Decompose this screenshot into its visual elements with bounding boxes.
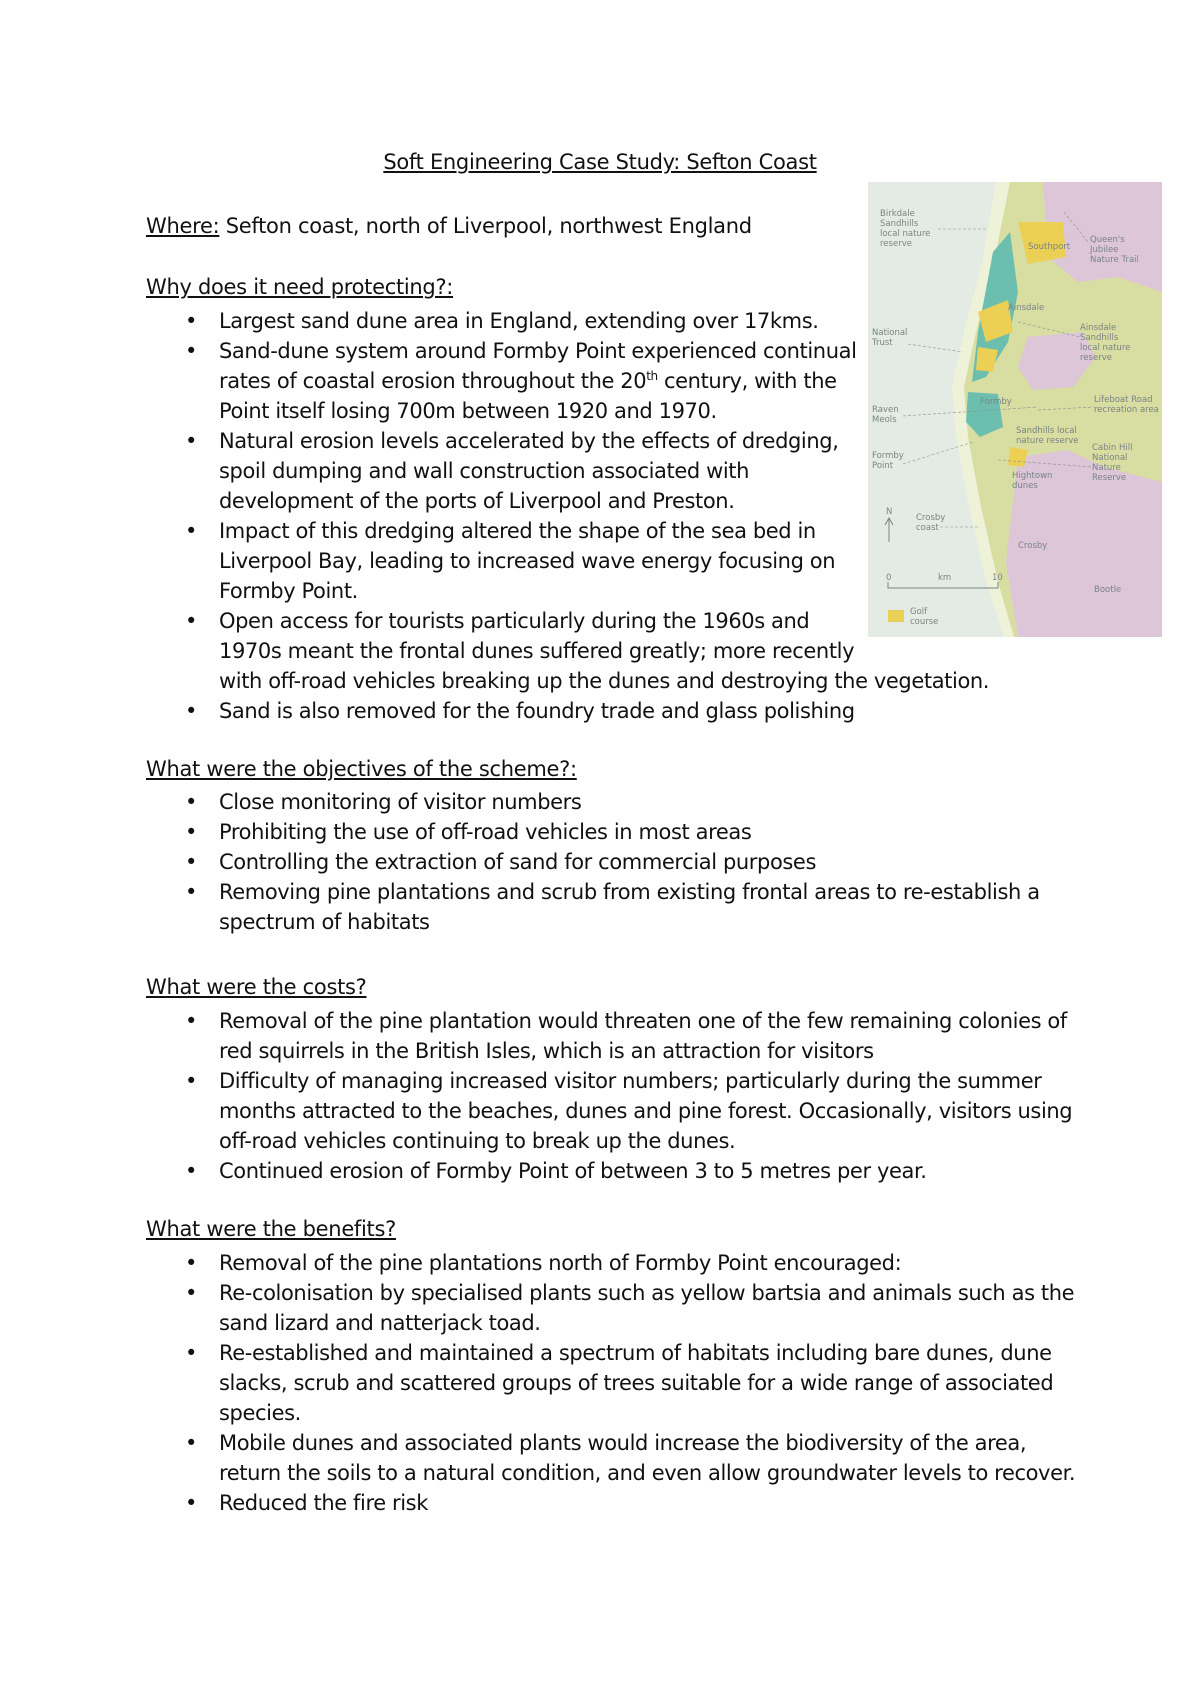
map-label-ainsdale-sandhills: Ainsdale Sandhills local nature reserve xyxy=(1080,323,1131,363)
list-item: • Open access for tourists particularly during the 1960s and 1970s meant the frontal dunes suffered greatly; more recently with off-road vehicles breaking up the dunes and destroying the vegetation. xyxy=(0,606,989,696)
where-label: Where: xyxy=(146,214,220,238)
map-legend-label: Golf course xyxy=(910,607,939,627)
map-label-ainsdale: Ainsdale xyxy=(1008,303,1045,313)
map-label-crosby: Crosby xyxy=(1018,541,1048,551)
objectives-list xyxy=(0,787,1040,937)
bullet-icon: • xyxy=(185,880,197,904)
list-item: • Reduced the fire risk xyxy=(0,1488,1075,1518)
map-label-cabin-hill: Cabin Hill National Nature Reserve xyxy=(1092,443,1133,483)
list-item: • Sand-dune system around Formby Point experienced continual rates of coastal erosion throughout the 20th century, with the Point itself losing 700m between 1920 and 1970. xyxy=(0,336,989,426)
map-label-formby-point: Formby Point xyxy=(872,451,904,471)
protecting-list xyxy=(0,306,989,726)
list-item: • Natural erosion levels accelerated by the effects of dredging, spoil dumping and wall construction associated with development of the ports of Liverpool and Preston. xyxy=(0,426,989,516)
bullet-icon: • xyxy=(185,1069,197,1093)
map-label-national-trust: National Trust xyxy=(872,328,908,348)
bullet-icon: • xyxy=(185,1251,197,1275)
section-heading-objectives: What were the objectives of the scheme?: xyxy=(146,757,577,781)
bullet-icon: • xyxy=(185,309,197,333)
list-item: • Removal of the pine plantations north of Formby Point encouraged: xyxy=(0,1248,1075,1278)
map-label-queens: Queen's Jubilee Nature Trail xyxy=(1090,235,1139,265)
sefton-coast-map xyxy=(868,182,1162,637)
list-item: • Re-colonisation by specialised plants such as yellow bartsia and animals such as the sand lizard and natterjack toad. xyxy=(0,1278,1075,1338)
bullet-icon: • xyxy=(185,699,197,723)
list-item: • Difficulty of managing increased visitor numbers; particularly during the summer months attracted to the beaches, dunes and pine forest. Occasionally, visitors using off-road vehicles continuing to break up the dunes. xyxy=(0,1066,1072,1156)
bullet-icon: • xyxy=(185,1281,197,1305)
bullet-icon: • xyxy=(185,519,197,543)
bullet-icon: • xyxy=(185,609,197,633)
section-heading-benefits: What were the benefits? xyxy=(146,1217,396,1241)
bullet-icon: • xyxy=(185,850,197,874)
list-item: • Sand is also removed for the foundry trade and glass polishing xyxy=(0,696,989,726)
list-item: • Impact of this dredging altered the shape of the sea bed in Liverpool Bay, leading to increased wave energy focusing on Formby Point. xyxy=(0,516,989,606)
costs-list xyxy=(0,1006,1072,1186)
map-label-bootle: Bootle xyxy=(1094,585,1122,595)
where-line xyxy=(146,214,752,238)
list-item: • Continued erosion of Formby Point of between 3 to 5 metres per year. xyxy=(0,1156,1072,1186)
bullet-icon: • xyxy=(185,1431,197,1455)
list-item: • Removal of the pine plantation would threaten one of the few remaining colonies of red squirrels in the British Isles, which is an attraction for visitors xyxy=(0,1006,1072,1066)
list-item: • Mobile dunes and associated plants would increase the biodiversity of the area, return the soils to a natural condition, and even allow groundwater levels to recover. xyxy=(0,1428,1075,1488)
bullet-icon: • xyxy=(185,1159,197,1183)
map-scale-label: 0 km 10 xyxy=(886,573,1003,583)
list-item: • Re-established and maintained a spectrum of habitats including bare dunes, dune slacks, scrub and scattered groups of trees suitable for a wide range of associated species. xyxy=(0,1338,1075,1428)
bullet-icon: • xyxy=(185,790,197,814)
list-item: • Removing pine plantations and scrub from existing frontal areas to re-establish a spectrum of habitats xyxy=(0,877,1040,937)
benefits-list xyxy=(0,1248,1075,1518)
map-north-label: N xyxy=(886,507,893,517)
map-label-formby: Formby xyxy=(980,397,1012,407)
bullet-icon: • xyxy=(185,1491,197,1515)
section-heading-costs: What were the costs? xyxy=(146,975,367,999)
page-title: Soft Engineering Case Study: Sefton Coast xyxy=(383,150,817,174)
bullet-icon: • xyxy=(185,339,197,363)
list-item: • Prohibiting the use of off-road vehicles in most areas xyxy=(0,817,1040,847)
bullet-icon: • xyxy=(185,820,197,844)
map-legend-swatch xyxy=(888,610,904,622)
map-label-ravenmeols: Raven Meols xyxy=(872,405,899,425)
bullet-icon: • xyxy=(185,1341,197,1365)
where-text: Sefton coast, north of Liverpool, northwest England xyxy=(219,214,752,238)
list-item: • Close monitoring of visitor numbers xyxy=(0,787,1040,817)
bullet-icon: • xyxy=(185,1009,197,1033)
list-item: • Controlling the extraction of sand for commercial purposes xyxy=(0,847,1040,877)
list-item: • Largest sand dune area in England, extending over 17kms. xyxy=(0,306,989,336)
map-label-lifeboat: Lifeboat Road recreation area xyxy=(1094,395,1159,415)
map-label-crosby-coast: Crosby coast xyxy=(916,513,946,533)
map-label-hightown: Hightown dunes xyxy=(1012,471,1053,491)
map-label-southport: Southport xyxy=(1028,242,1071,252)
map-label-birkdale: Birkdale Sandhills local nature reserve xyxy=(880,209,931,249)
bullet-icon: • xyxy=(185,429,197,453)
section-heading-protecting: Why does it need protecting?: xyxy=(146,275,454,299)
map-label-sandhills-lnr: Sandhills local nature reserve xyxy=(1016,426,1079,446)
